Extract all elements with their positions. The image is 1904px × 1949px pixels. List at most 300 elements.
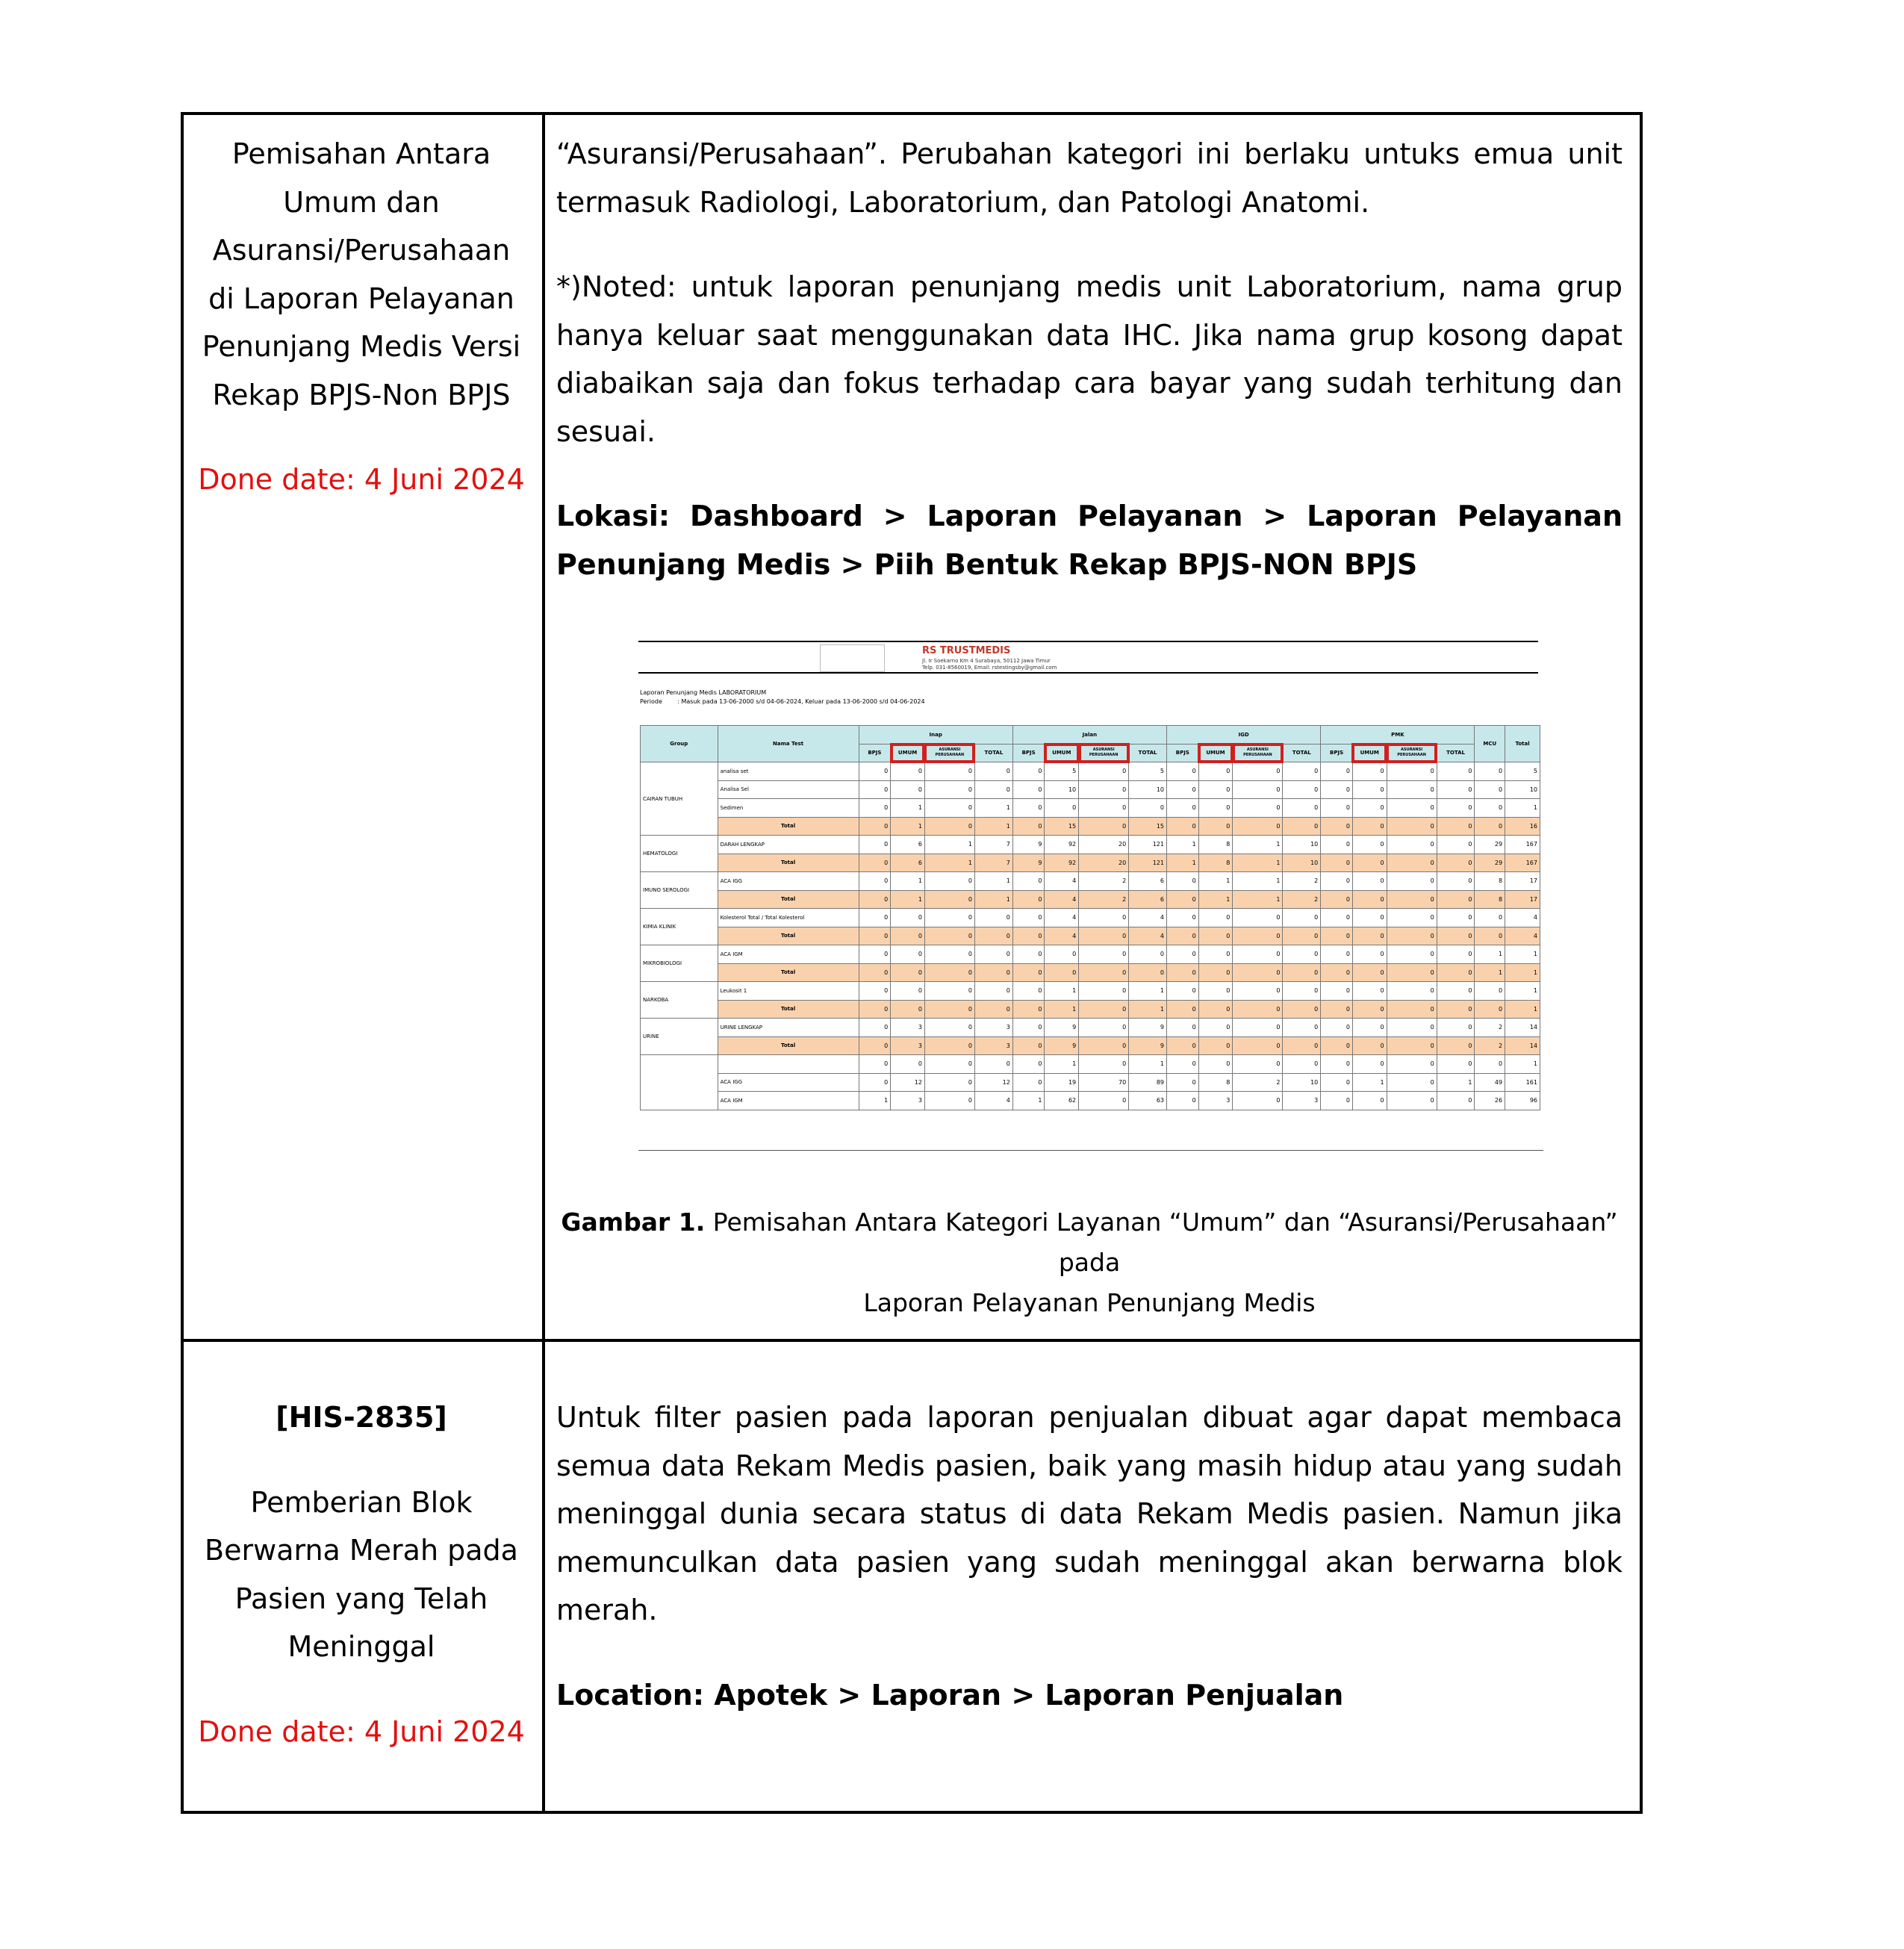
value-cell: 0 xyxy=(859,1019,891,1037)
test-name-cell: Sedimen xyxy=(718,799,859,818)
value-cell: 8 xyxy=(1198,854,1233,872)
value-cell: 9 xyxy=(1045,1036,1079,1055)
value-cell: 0 xyxy=(1437,799,1475,818)
test-name-cell: ACA IGM xyxy=(718,945,859,964)
row2-title-line: Meninggal xyxy=(287,1630,435,1663)
value-cell: 0 xyxy=(1437,890,1475,909)
caption-text: Pemisahan Antara Kategori Layanan “Umum” dan “Asuransi/Perusahaan” pada xyxy=(705,1207,1618,1277)
value-cell: 4 xyxy=(1045,909,1079,927)
value-cell: 0 xyxy=(1198,963,1233,982)
col-header-sub: TOTAL xyxy=(1437,744,1475,762)
value-cell: 0 xyxy=(1167,963,1199,982)
value-cell: 0 xyxy=(1437,762,1475,781)
value-cell: 0 xyxy=(1167,1073,1199,1092)
value-cell: 1 xyxy=(859,1092,891,1110)
value-cell: 0 xyxy=(1283,1019,1321,1037)
value-cell: 0 xyxy=(1167,872,1199,891)
value-cell: 0 xyxy=(1352,1036,1387,1055)
value-cell: 0 xyxy=(1387,762,1437,781)
value-cell: 0 xyxy=(1045,963,1079,982)
hospital-logo xyxy=(820,644,885,672)
value-cell: 5 xyxy=(1505,762,1540,781)
value-cell: 0 xyxy=(1437,872,1475,891)
value-cell: 0 xyxy=(1198,1055,1233,1074)
value-cell: 0 xyxy=(1079,1036,1129,1055)
value-cell: 9 xyxy=(1012,854,1045,872)
value-cell: 0 xyxy=(1012,927,1045,945)
table-row xyxy=(641,963,1540,982)
value-cell: 0 xyxy=(1283,762,1321,781)
value-cell: 0 xyxy=(1079,1055,1129,1074)
value-cell: 4 xyxy=(1129,927,1167,945)
row1-title-line: Rekap BPJS-Non BPJS xyxy=(212,378,511,411)
value-cell: 0 xyxy=(1321,1073,1353,1092)
row2-title-line: Pasien yang Telah xyxy=(234,1582,488,1615)
table-row xyxy=(641,854,1540,872)
value-cell: 0 xyxy=(859,982,891,1001)
value-cell: 17 xyxy=(1505,890,1540,909)
value-cell: 4 xyxy=(1129,909,1167,927)
table-row xyxy=(641,909,1540,927)
group-cell: MIKROBIOLOGI xyxy=(641,945,718,982)
value-cell: 15 xyxy=(1129,817,1167,836)
row1-title-line: Umum dan xyxy=(283,185,440,219)
value-cell: 0 xyxy=(1079,762,1129,781)
value-cell: 1 xyxy=(1505,963,1540,982)
value-cell: 0 xyxy=(1321,1092,1353,1110)
value-cell: 0 xyxy=(1129,945,1167,964)
test-name-cell: ACA IGG xyxy=(718,872,859,891)
value-cell: 0 xyxy=(1079,817,1129,836)
col-header-sub: UMUM xyxy=(891,744,925,762)
value-cell: 0 xyxy=(1321,1055,1353,1074)
value-cell: 0 xyxy=(859,1073,891,1092)
value-cell: 0 xyxy=(924,945,974,964)
value-cell: 0 xyxy=(859,1000,891,1019)
value-cell: 0 xyxy=(1079,909,1129,927)
value-cell: 0 xyxy=(1387,1073,1437,1092)
row1-title-line: Asuransi/Perusahaan xyxy=(212,234,511,267)
value-cell: 0 xyxy=(1233,963,1283,982)
value-cell: 63 xyxy=(1129,1092,1167,1110)
value-cell: 0 xyxy=(1387,909,1437,927)
test-name-cell: Total xyxy=(718,963,859,982)
value-cell: 0 xyxy=(1387,1092,1437,1110)
value-cell: 0 xyxy=(1321,780,1353,799)
row1-done-date: Done date: 4 Juni 2024 xyxy=(198,463,525,496)
value-cell: 0 xyxy=(1352,799,1387,818)
value-cell: 0 xyxy=(1437,1019,1475,1037)
value-cell: 49 xyxy=(1475,1073,1505,1092)
test-name-cell: DARAH LENGKAP xyxy=(718,836,859,854)
value-cell: 0 xyxy=(1352,872,1387,891)
test-name-cell: Total xyxy=(718,1000,859,1019)
value-cell: 20 xyxy=(1079,854,1129,872)
value-cell: 0 xyxy=(1437,927,1475,945)
value-cell: 1 xyxy=(1045,1055,1079,1074)
value-cell: 1 xyxy=(1475,945,1505,964)
row2-right-cell xyxy=(556,1393,1623,1719)
value-cell: 0 xyxy=(859,945,891,964)
row2-title-line: Pemberian Blok xyxy=(250,1485,473,1519)
value-cell: 0 xyxy=(1283,1055,1321,1074)
value-cell: 3 xyxy=(974,1019,1012,1037)
value-cell: 0 xyxy=(924,799,974,818)
value-cell: 8 xyxy=(1475,890,1505,909)
value-cell: 0 xyxy=(1283,945,1321,964)
col-header-sub: ASURANSI PERUSAHAAN xyxy=(1387,744,1437,762)
table-row xyxy=(641,780,1540,799)
value-cell: 0 xyxy=(1321,890,1353,909)
col-header-sub: BPJS xyxy=(859,744,891,762)
value-cell: 0 xyxy=(1233,780,1283,799)
value-cell: 0 xyxy=(1387,927,1437,945)
col-header-sub: TOTAL xyxy=(1129,744,1167,762)
value-cell: 0 xyxy=(1198,817,1233,836)
value-cell: 0 xyxy=(1167,780,1199,799)
value-cell: 0 xyxy=(1233,1055,1283,1074)
value-cell: 0 xyxy=(1387,872,1437,891)
value-cell: 12 xyxy=(891,1073,925,1092)
value-cell: 0 xyxy=(1352,927,1387,945)
table-row xyxy=(641,1092,1540,1110)
value-cell: 6 xyxy=(891,836,925,854)
value-cell: 0 xyxy=(924,817,974,836)
value-cell: 0 xyxy=(859,909,891,927)
value-cell: 0 xyxy=(891,762,925,781)
value-cell: 0 xyxy=(1233,982,1283,1001)
row2-done-date: Done date: 4 Juni 2024 xyxy=(198,1715,525,1748)
value-cell: 0 xyxy=(1437,945,1475,964)
value-cell: 89 xyxy=(1129,1073,1167,1092)
report-table xyxy=(640,725,1540,1110)
value-cell: 0 xyxy=(1167,1000,1199,1019)
test-name-cell xyxy=(718,1055,859,1074)
value-cell: 1 xyxy=(1352,1073,1387,1092)
group-cell: HEMATOLOGI xyxy=(641,836,718,872)
value-cell: 0 xyxy=(924,927,974,945)
value-cell: 0 xyxy=(1321,945,1353,964)
test-name-cell: Total xyxy=(718,890,859,909)
value-cell: 0 xyxy=(924,963,974,982)
col-header-sub: ASURANSI PERUSAHAAN xyxy=(1079,744,1129,762)
table-row xyxy=(641,762,1540,781)
value-cell: 10 xyxy=(1283,1073,1321,1092)
row-divider xyxy=(184,1339,1640,1342)
row1-location: Lokasi: Dashboard > Laporan Pelayanan > Laporan Pelayanan Penunjang Medis > Piih Bentuk Rekap BPJS-NON BPJS xyxy=(556,500,1623,581)
value-cell: 0 xyxy=(1352,780,1387,799)
row2-left-cell xyxy=(184,1393,539,1756)
value-cell: 3 xyxy=(891,1036,925,1055)
value-cell: 0 xyxy=(1198,780,1233,799)
value-cell: 0 xyxy=(1387,780,1437,799)
value-cell: 0 xyxy=(1352,817,1387,836)
value-cell: 0 xyxy=(1079,963,1129,982)
value-cell: 0 xyxy=(1079,982,1129,1001)
value-cell: 0 xyxy=(1321,817,1353,836)
value-cell: 1 xyxy=(1505,1000,1540,1019)
col-header-total: Total xyxy=(1505,726,1540,762)
value-cell: 1 xyxy=(891,890,925,909)
col-header-sub: BPJS xyxy=(1012,744,1045,762)
value-cell: 0 xyxy=(1012,982,1045,1001)
value-cell: 1 xyxy=(1233,872,1283,891)
value-cell: 1 xyxy=(891,817,925,836)
value-cell: 19 xyxy=(1045,1073,1079,1092)
value-cell: 0 xyxy=(1352,909,1387,927)
value-cell: 0 xyxy=(859,817,891,836)
value-cell: 0 xyxy=(1437,1092,1475,1110)
test-name-cell: analisa set xyxy=(718,762,859,781)
value-cell: 4 xyxy=(974,1092,1012,1110)
value-cell: 29 xyxy=(1475,836,1505,854)
value-cell: 0 xyxy=(1321,1019,1353,1037)
value-cell: 0 xyxy=(1079,927,1129,945)
col-header-sub: BPJS xyxy=(1167,744,1199,762)
value-cell: 0 xyxy=(1012,1036,1045,1055)
row1-right-cell xyxy=(556,130,1623,588)
table-row xyxy=(641,872,1540,891)
value-cell: 167 xyxy=(1505,836,1540,854)
value-cell: 0 xyxy=(974,762,1012,781)
value-cell: 0 xyxy=(1198,909,1233,927)
value-cell: 1 xyxy=(1233,836,1283,854)
value-cell: 2 xyxy=(1283,872,1321,891)
value-cell: 0 xyxy=(1475,780,1505,799)
value-cell: 1 xyxy=(1129,1000,1167,1019)
value-cell: 0 xyxy=(1475,817,1505,836)
value-cell: 1 xyxy=(1475,963,1505,982)
value-cell: 0 xyxy=(1167,909,1199,927)
value-cell: 8 xyxy=(1198,1073,1233,1092)
value-cell: 0 xyxy=(1283,963,1321,982)
value-cell: 0 xyxy=(974,945,1012,964)
value-cell: 7 xyxy=(974,854,1012,872)
value-cell: 0 xyxy=(1321,1000,1353,1019)
value-cell: 8 xyxy=(1475,872,1505,891)
value-cell: 0 xyxy=(1475,909,1505,927)
value-cell: 0 xyxy=(1283,909,1321,927)
period-value: : Masuk pada 13-06-2000 s/d 04-06-2024, Keluar pada 13-06-2000 s/d 04-06-2024 xyxy=(677,698,925,705)
value-cell: 0 xyxy=(1129,963,1167,982)
value-cell: 0 xyxy=(1167,1036,1199,1055)
value-cell: 0 xyxy=(1233,1036,1283,1055)
value-cell: 0 xyxy=(1437,909,1475,927)
value-cell: 0 xyxy=(1012,780,1045,799)
value-cell: 121 xyxy=(1129,836,1167,854)
value-cell: 0 xyxy=(1233,762,1283,781)
value-cell: 2 xyxy=(1079,872,1129,891)
test-name-cell: Leukosit 1 xyxy=(718,982,859,1001)
value-cell: 0 xyxy=(1167,890,1199,909)
address-line: Jl. Ir Soekarno Km 4 Surabaya, 50112 Jawa Timur xyxy=(922,658,1051,664)
value-cell: 0 xyxy=(1283,1036,1321,1055)
period-label: Periode xyxy=(640,698,662,705)
value-cell: 9 xyxy=(1045,1019,1079,1037)
value-cell: 0 xyxy=(1475,982,1505,1001)
value-cell: 0 xyxy=(1321,1036,1353,1055)
value-cell: 0 xyxy=(891,963,925,982)
value-cell: 0 xyxy=(1045,799,1079,818)
value-cell: 121 xyxy=(1129,854,1167,872)
value-cell: 0 xyxy=(1167,927,1199,945)
group-cell: CAIRAN TUBUH xyxy=(641,762,718,836)
value-cell: 0 xyxy=(1233,1092,1283,1110)
value-cell: 0 xyxy=(891,945,925,964)
value-cell: 0 xyxy=(1233,927,1283,945)
row1-title-line: Penunjang Medis Versi xyxy=(202,330,521,363)
value-cell: 0 xyxy=(1321,982,1353,1001)
value-cell: 0 xyxy=(1167,1055,1199,1074)
test-name-cell: Total xyxy=(718,927,859,945)
value-cell: 17 xyxy=(1505,872,1540,891)
test-name-cell: ACA IGG xyxy=(718,1073,859,1092)
test-name-cell: Kolesterol Total / Total Kolesterol xyxy=(718,909,859,927)
value-cell: 26 xyxy=(1475,1092,1505,1110)
table-row xyxy=(641,890,1540,909)
value-cell: 0 xyxy=(891,982,925,1001)
value-cell: 0 xyxy=(924,1036,974,1055)
value-cell: 0 xyxy=(924,1092,974,1110)
value-cell: 0 xyxy=(1167,945,1199,964)
value-cell: 3 xyxy=(974,1036,1012,1055)
value-cell: 0 xyxy=(1012,890,1045,909)
value-cell: 0 xyxy=(1045,945,1079,964)
value-cell: 0 xyxy=(1079,945,1129,964)
table-row xyxy=(641,799,1540,818)
value-cell: 0 xyxy=(859,927,891,945)
value-cell: 0 xyxy=(1387,963,1437,982)
value-cell: 1 xyxy=(1437,1073,1475,1092)
column-divider xyxy=(542,115,545,1811)
group-cell: IMUNO SEROLOGI xyxy=(641,872,718,909)
value-cell: 0 xyxy=(924,872,974,891)
value-cell: 0 xyxy=(1012,799,1045,818)
value-cell: 2 xyxy=(1283,890,1321,909)
test-name-cell: Total xyxy=(718,854,859,872)
value-cell: 10 xyxy=(1505,780,1540,799)
value-cell: 96 xyxy=(1505,1092,1540,1110)
value-cell: 3 xyxy=(891,1019,925,1037)
value-cell: 0 xyxy=(859,854,891,872)
value-cell: 3 xyxy=(891,1092,925,1110)
value-cell: 2 xyxy=(1475,1036,1505,1055)
value-cell: 161 xyxy=(1505,1073,1540,1092)
value-cell: 0 xyxy=(859,836,891,854)
value-cell: 0 xyxy=(1437,780,1475,799)
value-cell: 0 xyxy=(1012,909,1045,927)
value-cell: 0 xyxy=(974,963,1012,982)
value-cell: 0 xyxy=(1437,817,1475,836)
value-cell: 0 xyxy=(1198,982,1233,1001)
value-cell: 1 xyxy=(1129,1055,1167,1074)
value-cell: 5 xyxy=(1045,762,1079,781)
value-cell: 0 xyxy=(1233,1000,1283,1019)
value-cell: 0 xyxy=(1352,1092,1387,1110)
table-row xyxy=(641,982,1540,1001)
col-header-sub: ASURANSI PERUSAHAAN xyxy=(1233,744,1283,762)
value-cell: 0 xyxy=(1012,872,1045,891)
value-cell: 0 xyxy=(1321,909,1353,927)
value-cell: 0 xyxy=(1321,927,1353,945)
value-cell: 0 xyxy=(1233,817,1283,836)
ticket-id: [HIS-2835] xyxy=(276,1401,447,1434)
value-cell: 0 xyxy=(1198,945,1233,964)
value-cell: 0 xyxy=(1079,780,1129,799)
value-cell: 167 xyxy=(1505,854,1540,872)
table-row xyxy=(641,1036,1540,1055)
value-cell: 1 xyxy=(891,872,925,891)
value-cell: 0 xyxy=(1387,836,1437,854)
col-header-sub: TOTAL xyxy=(974,744,1012,762)
row2-title-line: Berwarna Merah pada xyxy=(205,1534,518,1567)
value-cell: 0 xyxy=(1283,780,1321,799)
value-cell: 0 xyxy=(1387,890,1437,909)
value-cell: 0 xyxy=(1233,909,1283,927)
value-cell: 0 xyxy=(1475,1000,1505,1019)
value-cell: 0 xyxy=(1079,1000,1129,1019)
value-cell: 0 xyxy=(1198,1036,1233,1055)
value-cell: 1 xyxy=(1505,799,1540,818)
table-row xyxy=(641,945,1540,964)
value-cell: 0 xyxy=(1352,762,1387,781)
value-cell: 9 xyxy=(1129,1019,1167,1037)
test-name-cell: URINE LENGKAP xyxy=(718,1019,859,1037)
test-name-cell: Total xyxy=(718,817,859,836)
value-cell: 0 xyxy=(924,909,974,927)
row1-title-line: di Laporan Pelayanan xyxy=(208,282,514,315)
col-header-section: IGD xyxy=(1167,726,1321,745)
value-cell: 0 xyxy=(891,1000,925,1019)
value-cell: 0 xyxy=(974,780,1012,799)
value-cell: 1 xyxy=(924,836,974,854)
value-cell: 0 xyxy=(1283,982,1321,1001)
figure-caption xyxy=(556,1202,1623,1323)
value-cell: 10 xyxy=(1283,836,1321,854)
caption-line-1 xyxy=(556,1202,1623,1283)
value-cell: 0 xyxy=(1012,1055,1045,1074)
value-cell: 6 xyxy=(1129,872,1167,891)
value-cell: 0 xyxy=(859,780,891,799)
col-header-sub: UMUM xyxy=(1045,744,1079,762)
value-cell: 0 xyxy=(1387,1019,1437,1037)
value-cell: 0 xyxy=(1283,799,1321,818)
value-cell: 0 xyxy=(1012,817,1045,836)
value-cell: 0 xyxy=(1387,1036,1437,1055)
value-cell: 4 xyxy=(1045,890,1079,909)
value-cell: 1 xyxy=(1167,854,1199,872)
value-cell: 6 xyxy=(1129,890,1167,909)
value-cell: 0 xyxy=(1012,762,1045,781)
row2-location: Location: Apotek > Laporan > Laporan Penjualan xyxy=(556,1678,1344,1712)
value-cell: 0 xyxy=(1475,799,1505,818)
value-cell: 0 xyxy=(924,780,974,799)
value-cell: 0 xyxy=(1283,1000,1321,1019)
value-cell: 0 xyxy=(859,1055,891,1074)
value-cell: 1 xyxy=(1233,854,1283,872)
value-cell: 0 xyxy=(1387,799,1437,818)
value-cell: 92 xyxy=(1045,854,1079,872)
value-cell: 12 xyxy=(974,1073,1012,1092)
value-cell: 0 xyxy=(1475,1055,1505,1074)
col-header-sub: UMUM xyxy=(1198,744,1233,762)
caption-label: Gambar 1. xyxy=(561,1207,706,1237)
value-cell: 14 xyxy=(1505,1019,1540,1037)
value-cell: 0 xyxy=(1437,982,1475,1001)
value-cell: 0 xyxy=(974,1000,1012,1019)
value-cell: 0 xyxy=(1198,927,1233,945)
value-cell: 1 xyxy=(1505,1055,1540,1074)
